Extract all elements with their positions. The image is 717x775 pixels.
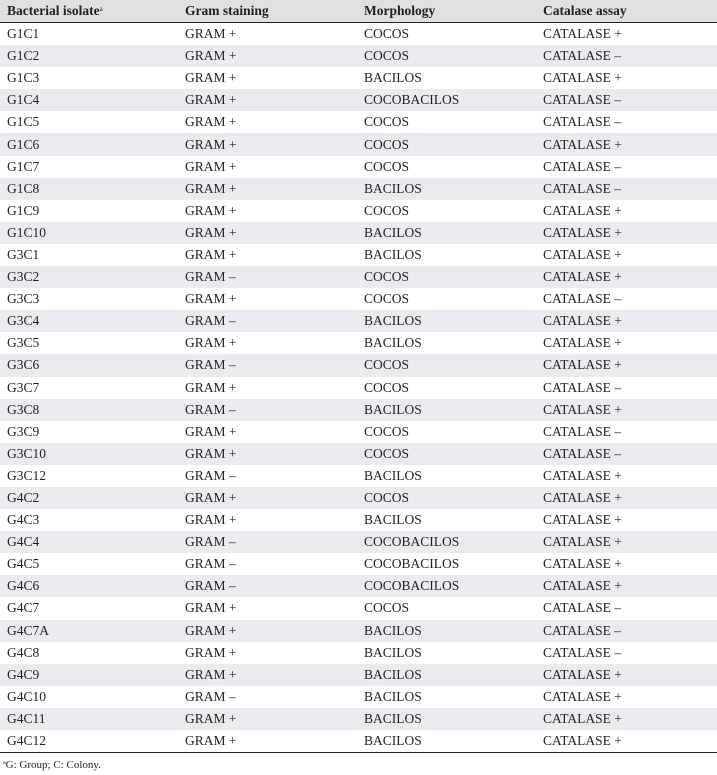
isolate-cell: G4C12 [0, 730, 178, 753]
catalase-cell: CATALASE + [543, 467, 622, 483]
table-row [0, 487, 717, 509]
catalase-cell: CATALASE + [543, 313, 622, 329]
isolate-cell: G1C2 [7, 48, 40, 64]
isolate-cell: G3C5 [7, 335, 40, 351]
header-isolate [0, 0, 178, 23]
morphology-cell: COCOS [364, 48, 410, 64]
table-row [0, 553, 717, 575]
isolate-cell: G1C10 [7, 224, 47, 240]
table-row [0, 620, 717, 642]
gram-cell: GRAM + [185, 114, 237, 130]
isolate-cell: G4C11 [7, 710, 46, 726]
gram-cell: GRAM + [185, 246, 237, 262]
morphology-cell: BACILOS [364, 622, 422, 638]
table-row [0, 531, 717, 553]
isolate-cell: G3C10 [7, 445, 47, 461]
table-row [0, 67, 717, 89]
table-row [0, 708, 717, 730]
table-row [0, 465, 717, 487]
isolate-cell: G3C9 [7, 423, 40, 439]
table-row [0, 23, 717, 46]
gram-cell: GRAM – [185, 357, 236, 373]
table-row [0, 111, 717, 133]
catalase-cell: CATALASE + [536, 730, 717, 753]
catalase-cell: CATALASE – [543, 158, 622, 174]
morphology-cell: COCOS [364, 291, 410, 307]
catalase-cell: CATALASE + [543, 224, 622, 240]
catalase-cell: CATALASE – [543, 114, 622, 130]
morphology-cell: COCOS [364, 158, 410, 174]
footnote-text: G: Group; C: Colony. [5, 759, 101, 772]
gram-cell: GRAM – [185, 467, 236, 483]
catalase-cell: CATALASE + [543, 269, 622, 285]
morphology-cell: COCOBACILOS [364, 92, 460, 108]
table-header [0, 0, 717, 23]
gram-cell: GRAM + [185, 92, 237, 108]
table-footnote [0, 753, 717, 771]
header-row [0, 0, 717, 23]
morphology-cell: BACILOS [364, 246, 422, 262]
catalase-cell: CATALASE + [543, 512, 622, 528]
table-row [0, 686, 717, 708]
table-row [0, 354, 717, 376]
morphology-cell: BACILOS [364, 688, 422, 704]
isolate-cell: G4C6 [7, 578, 40, 594]
catalase-cell: CATALASE – [543, 600, 622, 616]
header-catalase: Catalase assay [536, 0, 717, 23]
morphology-cell: BACILOS [364, 710, 422, 726]
gram-cell: GRAM – [185, 401, 236, 417]
isolate-cell: G4C7 [7, 600, 40, 616]
gram-cell: GRAM + [185, 710, 237, 726]
footnote-marker: a [3, 760, 6, 767]
morphology-cell: COCOS [364, 114, 410, 130]
table-row [0, 156, 717, 178]
isolate-cell: G4C7A [7, 622, 50, 638]
table-row [0, 509, 717, 531]
gram-cell: GRAM – [185, 534, 236, 550]
isolate-cell: G3C6 [7, 357, 40, 373]
table-row [0, 642, 717, 664]
isolate-cell: G3C2 [7, 269, 40, 285]
morphology-cell: BACILOS [364, 644, 422, 660]
gram-cell: GRAM – [185, 269, 236, 285]
table-row [0, 399, 717, 421]
gram-cell: GRAM + [185, 291, 237, 307]
isolate-cell: G3C12 [7, 467, 47, 483]
isolate-cell: G1C4 [7, 92, 40, 108]
morphology-cell: COCOS [364, 445, 410, 461]
gram-cell: GRAM + [185, 622, 237, 638]
morphology-cell: COCOS [364, 202, 410, 218]
table-row [0, 730, 717, 753]
isolate-cell: G1C3 [7, 70, 40, 86]
morphology-cell: COCOS [364, 269, 410, 285]
table-row [0, 178, 717, 200]
catalase-cell: CATALASE – [543, 644, 622, 660]
catalase-cell: CATALASE + [543, 490, 622, 506]
gram-cell: GRAM – [185, 688, 236, 704]
catalase-cell: CATALASE + [543, 202, 622, 218]
gram-cell: GRAM + [185, 335, 237, 351]
isolate-cell: G4C5 [7, 556, 40, 572]
gram-cell: GRAM + [185, 512, 237, 528]
isolate-cell: G1C8 [7, 180, 40, 196]
catalase-cell: CATALASE + [543, 335, 622, 351]
header-gram: Gram staining [178, 0, 357, 23]
gram-cell: GRAM + [185, 136, 237, 152]
isolate-cell: G4C2 [7, 490, 40, 506]
isolate-cell: G1C6 [7, 136, 40, 152]
header-isolate-footnote-marker: a [99, 5, 103, 13]
gram-cell: GRAM + [178, 730, 357, 753]
gram-cell: GRAM – [185, 556, 236, 572]
morphology-cell: BACILOS [357, 730, 536, 753]
header-isolate-label: Bacterial isolate [7, 3, 100, 18]
table-row [0, 222, 717, 244]
gram-cell: GRAM + [185, 26, 237, 42]
gram-cell: GRAM + [185, 158, 237, 174]
catalase-cell: CATALASE – [543, 379, 622, 395]
isolate-cell: G4C8 [7, 644, 40, 660]
gram-cell: GRAM + [185, 445, 237, 461]
gram-cell: GRAM + [185, 666, 237, 682]
table-row [0, 244, 717, 266]
morphology-cell: BACILOS [364, 70, 422, 86]
catalase-cell: CATALASE – [543, 291, 622, 307]
table-row [0, 310, 717, 332]
table-row [0, 45, 717, 67]
gram-cell: GRAM + [185, 379, 237, 395]
table-row [0, 664, 717, 686]
gram-cell: GRAM + [185, 490, 237, 506]
isolate-cell: G1C1 [7, 26, 40, 42]
catalase-cell: CATALASE – [543, 423, 622, 439]
table-row [0, 443, 717, 465]
morphology-cell: BACILOS [364, 512, 422, 528]
morphology-cell: COCOS [364, 490, 410, 506]
isolate-cell: G1C9 [7, 202, 40, 218]
table-row [0, 266, 717, 288]
gram-cell: GRAM + [185, 180, 237, 196]
isolate-cell: G3C1 [7, 246, 40, 262]
table-row [0, 89, 717, 111]
morphology-cell: BACILOS [364, 666, 422, 682]
catalase-cell: CATALASE + [543, 246, 622, 262]
isolate-cell: G1C5 [7, 114, 40, 130]
table-row [0, 332, 717, 354]
catalase-cell: CATALASE + [543, 357, 622, 373]
catalase-cell: CATALASE – [543, 445, 622, 461]
catalase-cell: CATALASE – [543, 622, 622, 638]
gram-cell: GRAM + [185, 202, 237, 218]
isolate-cell: G3C8 [7, 401, 40, 417]
catalase-cell: CATALASE – [543, 92, 622, 108]
gram-cell: GRAM + [185, 600, 237, 616]
gram-cell: GRAM – [185, 578, 236, 594]
morphology-cell: COCOBACILOS [364, 578, 460, 594]
catalase-cell: CATALASE + [543, 688, 622, 704]
catalase-cell: CATALASE + [543, 666, 622, 682]
morphology-cell: COCOS [364, 26, 410, 42]
morphology-cell: BACILOS [364, 335, 422, 351]
isolate-cell: G3C3 [7, 291, 40, 307]
gram-cell: GRAM + [185, 224, 237, 240]
morphology-cell: BACILOS [364, 180, 422, 196]
isolate-cell: G3C4 [7, 313, 40, 329]
table-body [0, 23, 717, 753]
morphology-cell: COCOS [364, 379, 410, 395]
catalase-cell: CATALASE + [543, 26, 622, 42]
morphology-cell: BACILOS [364, 401, 422, 417]
morphology-cell: BACILOS [364, 313, 422, 329]
catalase-cell: CATALASE + [543, 401, 622, 417]
table-row [0, 133, 717, 155]
catalase-cell: CATALASE + [543, 136, 622, 152]
gram-cell: GRAM + [185, 70, 237, 86]
gram-cell: GRAM + [185, 423, 237, 439]
table-row [0, 597, 717, 619]
catalase-cell: CATALASE + [543, 556, 622, 572]
catalase-cell: CATALASE + [543, 578, 622, 594]
morphology-cell: COCOBACILOS [364, 534, 460, 550]
isolate-cell: G4C3 [7, 512, 40, 528]
gram-cell: GRAM + [185, 48, 237, 64]
catalase-cell: CATALASE – [543, 48, 622, 64]
table-row [0, 575, 717, 597]
isolate-cell: G4C9 [7, 666, 40, 682]
isolate-cell: G3C7 [7, 379, 40, 395]
isolate-cell: G1C7 [7, 158, 40, 174]
morphology-cell: BACILOS [364, 224, 422, 240]
morphology-cell: COCOS [364, 423, 410, 439]
morphology-cell: COCOS [364, 357, 410, 373]
morphology-cell: BACILOS [364, 467, 422, 483]
isolate-cell: G4C10 [7, 688, 47, 704]
catalase-cell: CATALASE + [543, 534, 622, 550]
table-row [0, 421, 717, 443]
table-row [0, 377, 717, 399]
morphology-cell: COCOS [364, 600, 410, 616]
isolate-cell: G4C4 [7, 534, 40, 550]
table-row [0, 288, 717, 310]
catalase-cell: CATALASE + [543, 70, 622, 86]
header-morphology: Morphology [357, 0, 536, 23]
gram-cell: GRAM – [185, 313, 236, 329]
catalase-cell: CATALASE + [543, 710, 622, 726]
table-row [0, 200, 717, 222]
morphology-cell: COCOBACILOS [364, 556, 460, 572]
morphology-cell: COCOS [364, 136, 410, 152]
gram-cell: GRAM + [185, 644, 237, 660]
catalase-cell: CATALASE – [543, 180, 622, 196]
